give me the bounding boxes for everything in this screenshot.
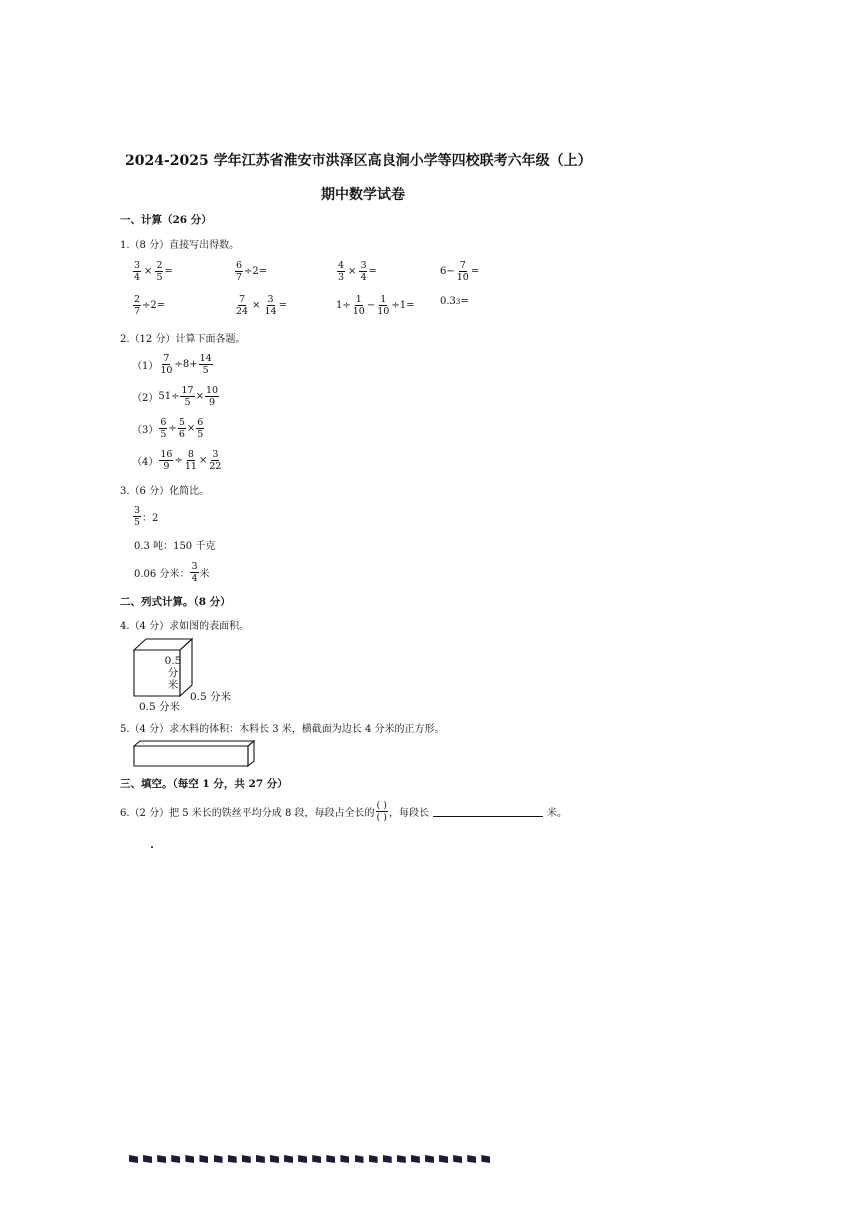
footer-mark: [383, 1155, 392, 1163]
q3-item-3: 0.06 分米： $\frac{3}{4}$ 米: [134, 561, 210, 584]
footer-mark: [129, 1155, 138, 1163]
footer-mark: [157, 1155, 166, 1163]
cube-width-label: 0.5 分米: [139, 701, 181, 713]
q1-item-3: $\frac{4}{3}$ × $\frac{3}{4}$ =: [338, 260, 377, 283]
fraction: $\frac{6}{5}$: [197, 417, 204, 440]
footer-mark: [411, 1155, 420, 1163]
footer-mark: [467, 1155, 476, 1163]
footer-mark: [355, 1155, 364, 1163]
q1-item-1: $\frac{3}{4}$ × $\frac{2}{5}$ =: [134, 260, 173, 283]
footer-mark: [171, 1155, 180, 1163]
footer-mark: [481, 1155, 490, 1163]
q2-item-4: （4） $\frac{16}{9}$ ÷ $\frac{8}{11}$ × $\frac{3}{22}$: [132, 449, 222, 472]
footer-mark: [369, 1155, 378, 1163]
q3-item-1: $\frac{3}{5}$ ：2: [134, 505, 159, 528]
fraction: $\frac{3}{5}$: [134, 505, 141, 528]
section-heading-3: 三、填空。（每空 1 分，共 27 分）: [120, 778, 288, 790]
q1-item-7: 1÷ $\frac{1}{10}$ − $\frac{1}{10}$ ÷1=: [336, 294, 415, 317]
footer-mark: [143, 1155, 152, 1163]
q3-item-2: 0.3 吨：150 千克: [134, 541, 216, 552]
section-heading-1: 一、计算（26 分）: [120, 214, 212, 226]
footer-mark: [298, 1155, 307, 1163]
footer-mark: [425, 1155, 434, 1163]
q1-item-6: $\frac{7}{24}$ × $\frac{3}{14}$ =: [236, 294, 287, 317]
footer-mark: [185, 1155, 194, 1163]
fraction: $\frac{2}{5}$: [156, 260, 163, 283]
footer-mark: [242, 1155, 251, 1163]
page-subtitle: 期中数学试卷: [321, 187, 405, 203]
fraction: $\frac{3}{4}$: [360, 260, 367, 283]
fraction: $\frac{7}{10}$: [456, 260, 469, 283]
fraction: $\frac{10}{9}$: [205, 385, 219, 408]
fraction: $\frac{3}{14}$: [264, 294, 277, 317]
fraction: $\frac{3}{4}$: [191, 561, 198, 584]
fraction: $\frac{3}{4}$: [134, 260, 141, 283]
section-heading-2: 二、列式计算。（8 分）: [120, 596, 231, 608]
q1-item-8: 0.3 3 =: [440, 296, 469, 307]
footer-mark: [340, 1155, 349, 1163]
fraction: $\frac{3}{22}$: [209, 449, 222, 472]
q2-item-3: （3） $\frac{6}{5}$ ÷ $\frac{5}{6}$ × $\frac{6}{5}$: [132, 417, 204, 440]
footer-mark: [214, 1155, 223, 1163]
fraction: $\frac{1}{10}$: [352, 294, 365, 317]
fraction: $\frac{2}{7}$: [134, 294, 141, 317]
answer-blank[interactable]: [433, 806, 543, 817]
fraction: $\frac{8}{11}$: [184, 449, 197, 472]
question-4-label: 4.（4 分）求如图的表面积。: [120, 621, 250, 632]
cube-depth-label: 0.5 分米: [190, 691, 232, 703]
fraction: $\frac{17}{5}$: [181, 385, 194, 408]
question-5-label: 5.（4 分）求木料的体积：木料长 3 米，横截面为边长 4 分米的正方形。: [120, 724, 445, 735]
footer-mark: [228, 1155, 237, 1163]
fraction: $\frac{7}{10}$: [160, 353, 173, 376]
footer-mark: [270, 1155, 279, 1163]
page-title: 2024-2025 学年江苏省淮安市洪泽区高良涧小学等四校联考六年级（上）: [125, 153, 592, 169]
question-6: 6.（2 分）把 5 米长的铁丝平均分成 8 段，每段占全长的 $\frac{( )}{( )}$ ，每段长 米。: [120, 800, 567, 823]
footer-mark: [453, 1155, 462, 1163]
footer-mark: [284, 1155, 293, 1163]
footer-mark: [256, 1155, 265, 1163]
footer-mark: [397, 1155, 406, 1163]
footer-mark: [312, 1155, 321, 1163]
fraction: $\frac{16}{9}$: [160, 449, 173, 472]
q1-item-5: $\frac{2}{7}$ ÷2=: [134, 294, 166, 317]
fraction: $\frac{6}{7}$: [236, 260, 243, 283]
footer-mark: [199, 1155, 208, 1163]
footer-mark: [326, 1155, 335, 1163]
q1-item-2: $\frac{6}{7}$ ÷2=: [236, 260, 268, 283]
question-1-label: 1.（8 分）直接写出得数。: [120, 240, 240, 251]
q1-item-4: 6− $\frac{7}{10}$ =: [440, 260, 480, 283]
question-2-label: 2.（12 分）计算下面各题。: [120, 334, 246, 345]
fraction: $\frac{4}{3}$: [338, 260, 345, 283]
question-3-label: 3.（6 分）化简比。: [120, 486, 210, 497]
fraction: $\frac{7}{24}$: [236, 294, 249, 317]
cube-height-label: 0.5 分 米: [164, 655, 182, 691]
footer-mark: [439, 1155, 448, 1163]
fraction: $\frac{6}{5}$: [160, 417, 167, 440]
fraction: $\frac{14}{5}$: [199, 353, 212, 376]
fraction: $\frac{5}{6}$: [178, 417, 185, 440]
fraction: $\frac{1}{10}$: [377, 294, 390, 317]
fraction-blank[interactable]: $\frac{( )}{( )}$: [376, 800, 387, 823]
q2-item-2: （2） 51÷ $\frac{17}{5}$ × $\frac{10}{9}$: [132, 385, 219, 408]
stray-dot: [151, 846, 153, 848]
footer-decoration: [129, 1155, 490, 1163]
timber-figure: [130, 738, 260, 770]
q2-item-1: （1） $\frac{7}{10}$ ÷8+ $\frac{14}{5}$: [132, 353, 212, 376]
